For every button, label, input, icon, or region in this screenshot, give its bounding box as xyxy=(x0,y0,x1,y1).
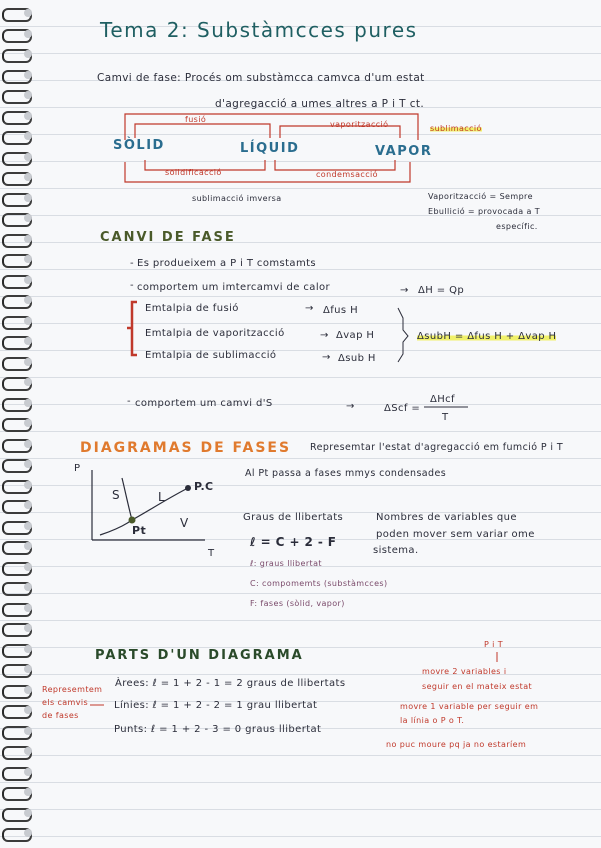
region-v: V xyxy=(180,516,189,530)
arrow-right-icon: → xyxy=(322,352,331,363)
diagrama-heading: DIAGRAMAS DE FASES xyxy=(80,440,292,456)
triple-point xyxy=(129,517,136,524)
entropy-denominator: T xyxy=(442,412,449,423)
enthalpy-sum: ΔsubH = Δfus H + Δvap H xyxy=(417,331,557,342)
legend-f: F: fases (sòlid, vapor) xyxy=(250,599,345,608)
fusion-arrow xyxy=(135,124,270,138)
axis-t-label: T xyxy=(208,548,215,559)
label-condensacio: condemsacció xyxy=(316,170,378,179)
state-solid: SÒLID xyxy=(113,138,165,153)
arrow-right-icon: → xyxy=(400,285,409,296)
intro-line-2: d'agregacció a umes altres a P i T ct. xyxy=(215,98,425,110)
parts-punts: Punts: ℓ = 1 + 2 - 3 = 0 graus llibertat xyxy=(114,724,322,735)
graus-def-1: Nombres de variables que xyxy=(376,512,517,523)
left-note-3: de fases xyxy=(42,711,79,720)
graus-heading: Graus de llibertats xyxy=(243,512,344,523)
side-note-3: específic. xyxy=(496,222,538,231)
enthalpy-label-vap: Emtalpia de vaporitzacció xyxy=(145,328,285,339)
enthalpy-label-fusio: Emtalpia de fusió xyxy=(145,303,239,314)
canvi-bullet-1: Es produeixem a P i T comstamts xyxy=(137,258,317,269)
left-note-1: Represemtem xyxy=(42,685,103,694)
label-vaporitzacio: vaporitzacció xyxy=(330,120,389,129)
arees-note-1: movre 2 variables i xyxy=(422,667,507,676)
legend-c: C: compomemts (substàmcces) xyxy=(250,579,388,588)
condensation-arrow xyxy=(275,160,395,170)
parts-heading: PARTS D'UN DIAGRAMA xyxy=(95,648,304,663)
side-note-2: Ebullició = provocada a T xyxy=(428,207,541,216)
canvi-heading: CANVI DE FASE xyxy=(100,230,236,245)
parts-pt-top: P i T xyxy=(484,640,504,649)
label-sublimacio: sublimacció xyxy=(430,124,482,133)
page-title: Tema 2: Substàmcces pures xyxy=(100,18,418,42)
side-note-1: Vaporitzacció = Sempre xyxy=(428,192,533,201)
punts-note: no puc moure pq ja no estaríem xyxy=(386,740,527,749)
intro-line-1: Camvi de fase: Procés om substàmcca camvca d'um estat xyxy=(97,72,425,84)
arrow-right-icon: → xyxy=(305,303,314,314)
canvi-formula-1: ΔH = Qp xyxy=(418,285,465,296)
linies-note-1: movre 1 variable per seguir em xyxy=(400,702,539,711)
state-vapor: VAPOR xyxy=(375,144,433,159)
bullet-dash: - xyxy=(130,258,135,269)
label-solidificacio: solidificacció xyxy=(165,168,222,177)
region-s: S xyxy=(112,488,121,502)
diagrama-desc: Represemtar l'estat d'agregacció em fumció P i T xyxy=(310,442,564,453)
enthalpy-sym-sub: Δsub H xyxy=(338,353,376,364)
bullet-dash: - xyxy=(127,396,132,407)
sum-brace xyxy=(398,308,408,362)
critical-point xyxy=(185,485,191,491)
enthalpy-bracket xyxy=(132,302,137,355)
canvi-bullet-2: comportem um imtercamvi de calor xyxy=(137,282,331,293)
diagrama-note: Al Pt passa a fases mmys condensades xyxy=(245,468,447,479)
left-note-2: els camvis xyxy=(42,698,89,707)
critical-point-label: P.C xyxy=(194,480,214,493)
entropy-lhs: ΔScf = xyxy=(384,403,421,414)
graus-def-2: poden mover sem variar ome xyxy=(376,529,535,540)
bullet-dash: - xyxy=(130,280,135,291)
axis-p-label: P xyxy=(74,463,81,474)
arees-note-2: seguir en el mateix estat xyxy=(422,682,533,691)
parts-linies: Línies: ℓ = 1 + 2 - 2 = 1 grau llibertat xyxy=(114,700,318,711)
enthalpy-label-sub: Emtalpia de sublimacció xyxy=(145,350,277,361)
enthalpy-sym-vap: Δvap H xyxy=(336,330,375,341)
region-l: L xyxy=(158,490,166,504)
graus-def-3: sistema. xyxy=(373,545,419,556)
triple-point-label: Pt xyxy=(132,524,147,537)
parts-arees: Àrees: ℓ = 1 + 2 - 1 = 2 graus de llibertats xyxy=(115,678,346,689)
enthalpy-sym-fusio: Δfus H xyxy=(323,305,359,316)
canvi-bullet-3: comportem um camvi d'S xyxy=(135,398,273,409)
state-liquid: LÍQUID xyxy=(240,141,300,156)
arrow-right-icon: → xyxy=(346,401,355,412)
label-fusio: fusió xyxy=(185,115,207,124)
legend-l: ℓ: graus llibertat xyxy=(250,559,322,568)
linies-note-2: la línia o P o T. xyxy=(400,716,465,725)
arrow-right-icon: → xyxy=(320,330,329,341)
gibbs-formula: ℓ = C + 2 - F xyxy=(250,535,337,549)
entropy-numerator: ΔHcf xyxy=(430,394,455,405)
label-sublimacio-inversa: sublimacció imversa xyxy=(192,194,282,203)
